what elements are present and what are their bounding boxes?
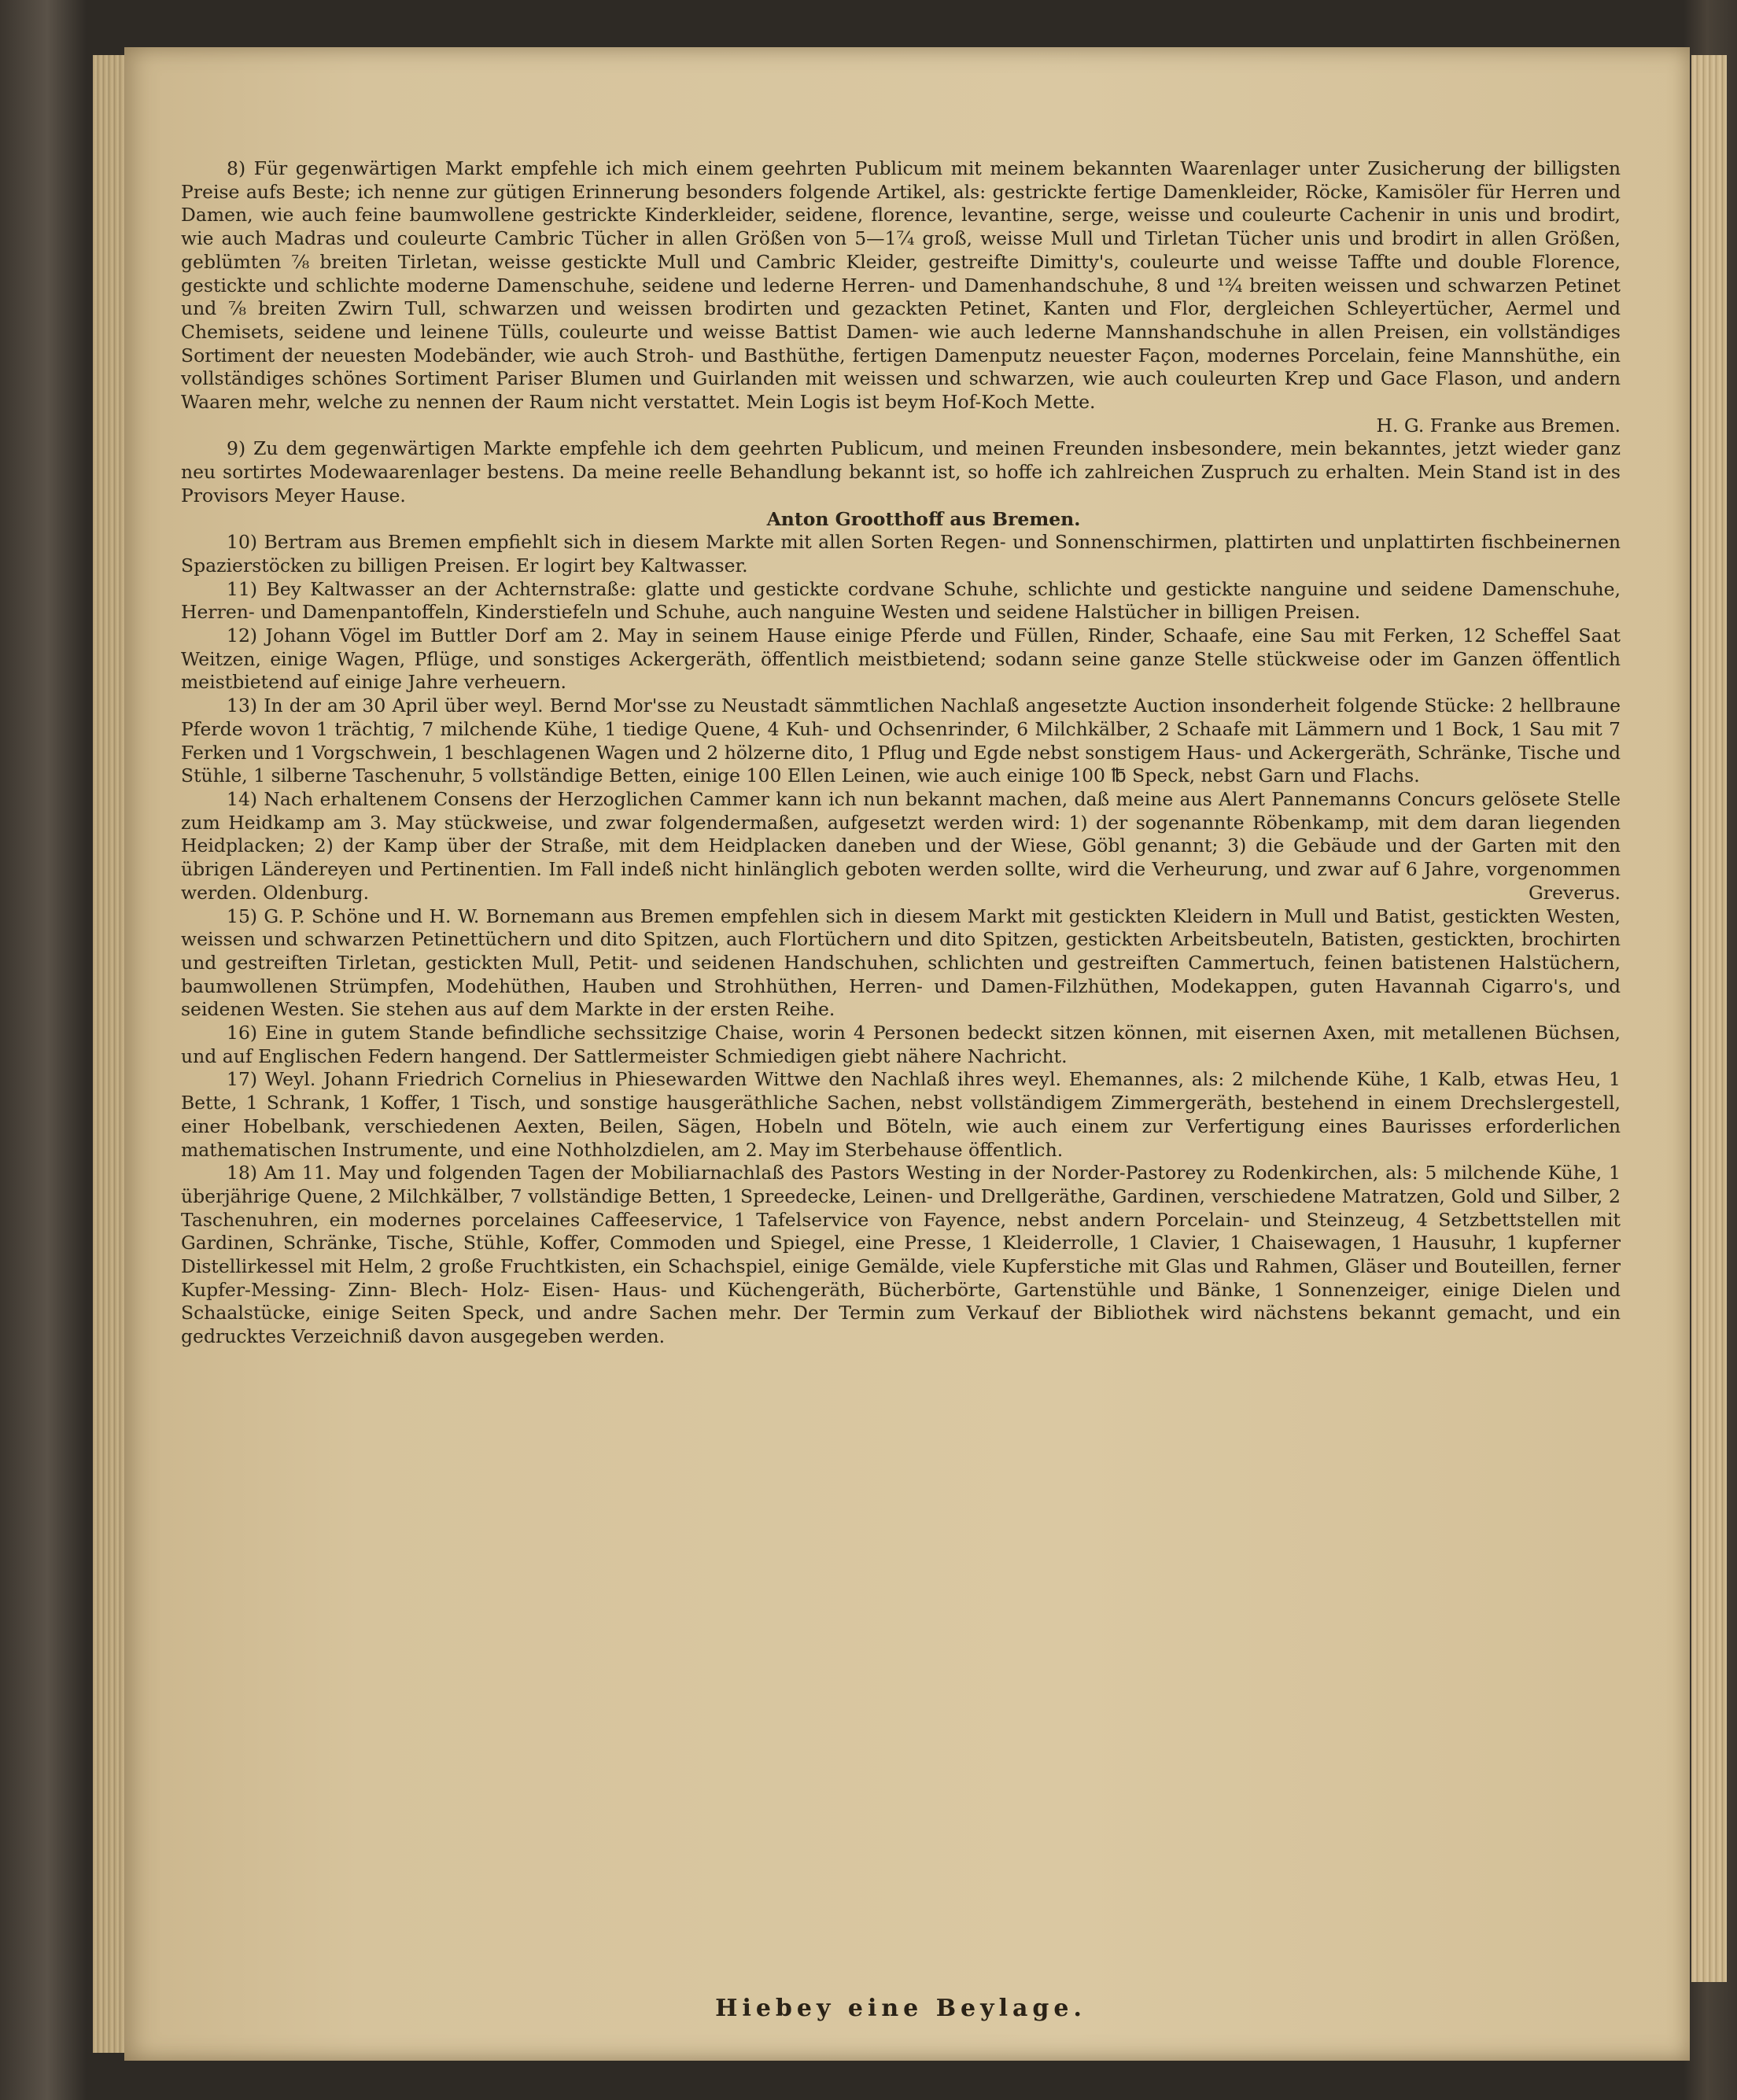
supplement-notice: Hiebey eine Beylage. [715,1995,1086,2022]
advertisement-14 [181,788,1621,905]
entry-text: 10) Bertram aus Bremen empfiehlt sich in diesem Markte mit allen Sorten Regen- und Sonnenschirmen, plattirten und unplattirten fischbeinernen Spazierstöcken zu billigen Preisen. Er logirt bey Kaltwasser. [181,531,1621,577]
page-edges-left [93,55,128,2053]
entry-signature: Anton Grootthoff aus Bremen. [766,507,1081,530]
entry-text: 12) Johann Vögel im Buttler Dorf am 2. May in seinem Hause einige Pferde und Füllen, Rinder, Schaafe, eine Sau mit Ferken, 12 Scheffel Saat Weitzen, einige Wagen, Pflüge, und sonstiges Ackergeräth, öffentlich meistbietend; sodann seine ganze Stelle stückweise oder im Ganzen öffentlich meistbietend auf einige Jahre verheuern. [181,624,1621,694]
advertisement-13 [181,694,1621,788]
entry-text: 16) Eine in gutem Stande befindliche sechssitzige Chaise, worin 4 Personen bedeckt sitzen können, mit eisernen Axen, mit metallenen Büchsen, und auf Englischen Federn hangend. Der Sattlermeister Schmiedigen giebt nähere Nachricht. [181,1022,1621,1067]
advertisement-column [181,157,1621,1349]
entry-text: 8) Für gegenwärtigen Markt empfehle ich mich einem geehrten Publicum mit meinem bekannten Waarenlager unter Zusicherung der billigsten Preise aufs Beste; ich nenne zur gütigen Erinnerung besonders folgende Artikel, als: gestrickte fertige Damenkleider, Röcke, Kamisöler für Herren und Damen, wie auch feine baumwollene gestrickte Kinderkleider, seidene, florence, levantine, serge, weisse und couleurte Cachenir in unis und brodirt, wie auch Madras und couleurte Cambric Tücher in allen Größen von 5—1⁷⁄₄ groß, weisse Mull und Tirletan Tücher unis und brodirt in allen Größen, geblümten ⅞ breiten Tirletan, weisse gestickte Mull und Cambric Kleider, gestreifte Dimitty's, couleurte und weisse Taffte und double Florence, gestickte und schlichte moderne Damenschuhe, seidene und lederne Herren- und Damenhandschuhe, 8 und ¹²⁄₄ breiten weissen und schwarzen Petinet und ⅞ breiten Zwirn Tull, schwarzen und weissen brodirten und gezackten Petinet, Kanten und Flor, dergleichen Schleyertücher, Aermel und Chemisets, seidene und leinene Tülls, couleurte und weisse Battist Damen- wie auch lederne Mannshandschuhe in allen Preisen, ein vollständiges Sortiment der neuesten Modebänder, wie auch Stroh- und Basthüthe, fertigen Damenputz neuester Façon, modernes Porcelain, feine Mannshüthe, ein vollständiges schönes Sortiment Pariser Blumen und Guirlanden mit weissen und schwarzen, wie auch couleurten Krep und Gace Flason, und andern Waaren mehr, welche zu nennen der Raum nicht verstattet. Mein Logis ist beym Hof-Koch Mette. [181,157,1621,414]
entry-text: 14) Nach erhaltenem Consens der Herzoglichen Cammer kann ich nun bekannt machen, daß meine aus Alert Pannemanns Concurs gelösete Stelle zum Heidkamp am 3. May stückweise, und zwar folgendermaßen, aufgesetzt werden wird: 1) der sogenannte Röbenkamp, mit dem daran liegenden Heidplacken; 2) der Kamp über der Straße, mit dem Heidplacken daneben und der Wiese, Göbl genannt; 3) die Gebäude und der Garten mit den übrigen Ländereyen und Pertinentien. Im Fall indeß nicht hinlänglich geboten werden sollte, wird die Verheurung, und zwar auf 6 Jahre, vorgenommen werden. Oldenburg. [181,787,1621,904]
advertisement-8 [181,157,1621,437]
advertisement-16 [181,1022,1621,1068]
advertisement-18 [181,1162,1621,1349]
entry-text: 9) Zu dem gegenwärtigen Markte empfehle ich dem geehrten Publicum, und meinen Freunden insbesondere, mein bekanntes, jetzt wieder ganz neu sortirtes Modewaarenlager bestens. Da meine reelle Behandlung bekannt ist, so hoffe ich zahlreichen Zuspruch zu erhalten. Mein Stand ist in des Provisors Meyer Hause. [181,437,1621,507]
entry-text: 18) Am 11. May und folgenden Tagen der Mobiliarnachlaß des Pastors Westing in der Norder-Pastorey zu Rodenkirchen, als: 5 milchende Kühe, 1 überjährige Quene, 2 Milchkälber, 7 vollständige Betten, 1 Spreedecke, Leinen- und Drellgeräthe, Gardinen, verschiedene Matratzen, Gold und Silber, 2 Taschenuhren, ein modernes porcelaines Caffeeservice, 1 Tafelservice von Fayence, nebst andern Porcelain- und Steinzeug, 4 Setzbettstellen mit Gardinen, Schränke, Tische, Stühle, Koffer, Commoden und Spiegel, eine Presse, 1 Kleiderrolle, 1 Clavier, 1 Chaisewagen, 1 Hausuhr, 1 kupferner Distellirkessel mit Helm, 2 große Fruchtkisten, ein Schachspiel, einige Gemälde, viele Kupferstiche mit Glas und Rahmen, Gläser und Bouteillen, ferner Kupfer-Messing- Zinn- Blech- Holz- Eisen- Haus- und Küchengeräth, Bücherbörte, Gartenstühle und Bänke, 1 Sonnenzeiger, einige Dielen und Schaalstücke, einige Seiten Speck, und andre Sachen mehr. Der Termin zum Verkauf der Bibliothek wird nächstens bekannt gemacht, und ein gedrucktes Verzeichniß davon ausgegeben werden. [181,1162,1621,1348]
advertisement-11 [181,578,1621,624]
advertisement-12 [181,624,1621,694]
entry-text: 13) In der am 30 April über weyl. Bernd Mor'sse zu Neustadt sämmtlichen Nachlaß angesetzte Auction insonderheit folgende Stücke: 2 hellbraune Pferde wovon 1 trächtig, 7 milchende Kühe, 1 tiedige Quene, 4 Kuh- und Ochsenrinder, 6 Milchkälber, 2 Schaafe mit Lämmern und 1 Bock, 1 Sau mit 7 Ferken und 1 Vorgschwein, 1 beschlagenen Wagen und 2 hölzerne dito, 1 Pflug und Egde nebst sonstigem Haus- und Ackergeräth, Schränke, Tische und Stühle, 1 silberne Taschenuhr, 5 vollständige Betten, einige 100 Ellen Leinen, wie auch einige 100 ℔ Speck, nebst Garn und Flachs. [181,694,1621,787]
entry-text: 15) G. P. Schöne und H. W. Bornemann aus Bremen empfehlen sich in diesem Markt mit gestickten Kleidern in Mull und Batist, gestickten Westen, weissen und schwarzen Petinettüchern und dito Spitzen, auch Flortüchern und dito Spitzen, gestickten Arbeitsbeuteln, Batisten, gestickten, brochirten und gestreiften Tirletan, gestickten Mull, Petit- und seidenen Handschuhen, schlichten und gestreiften Cammertuch, feinen batistenen Halstüchern, baumwollenen Strümpfen, Modehüthen, Hauben und Strohhüthen, Herren- und Damen-Filzhüthen, Modekappen, guten Havannah Cigarro's, und seidenen Westen. Sie stehen aus auf dem Markte in der ersten Reihe. [181,904,1621,1021]
entry-signature: H. G. Franke aus Bremen. [1376,414,1621,437]
advertisement-10 [181,531,1621,577]
entry-signature: Greverus. [1529,881,1621,904]
advertisement-15 [181,905,1621,1022]
entry-text: 17) Weyl. Johann Friedrich Cornelius in Phiesewarden Wittwe den Nachlaß ihres weyl. Ehemannes, als: 2 milchende Kühe, 1 Kalb, etwas Heu, 1 Bette, 1 Schrank, 1 Koffer, 1 Tisch, und sonstige hausgeräthliche Sachen, nebst vollständigem Zimmergeräth, bestehend in einem Drechslergestell, einer Hobelbank, verschiedenen Aexten, Beilen, Sägen, Hobeln und Böteln, wie auch einem zur Verfertigung eines Baurisses erforderlichen mathematischen Instrumente, und eine Nothholzdielen, am 2. May im Sterbehause öffentlich. [181,1068,1621,1161]
advertisement-9 [181,437,1621,531]
advertisement-17 [181,1068,1621,1162]
entry-text: 11) Bey Kaltwasser an der Achternstraße: glatte und gestickte cordvane Schuhe, schlichte und gestickte nanguine und seidene Damenschuhe, Herren- und Damenpantoffeln, Kinderstiefeln und Schuhe, auch nanguine Westen und seidene Halstücher in billigen Preisen. [181,577,1621,624]
page-edges-right [1691,55,1727,1982]
